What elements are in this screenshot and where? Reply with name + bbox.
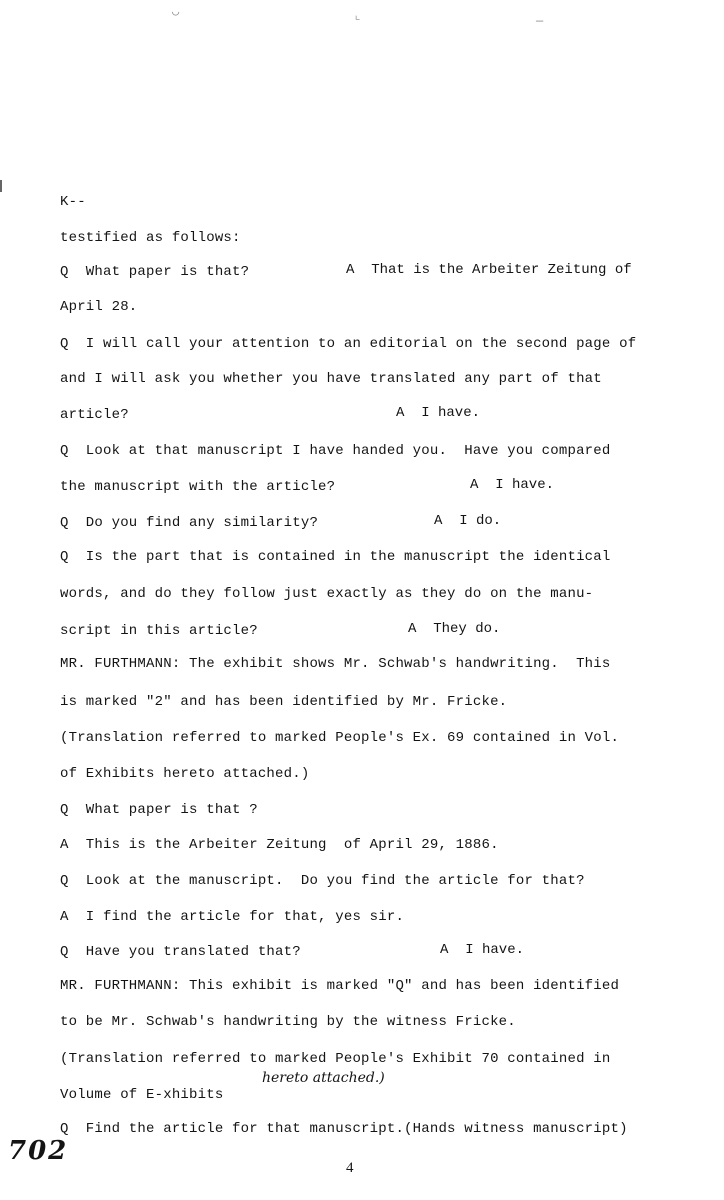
scan-speck: ⌞: [354, 9, 362, 23]
handwritten-page-mark: 702: [8, 1136, 69, 1166]
text-line-24: (Translation referred to marked People's Exhibit 70 contained in: [60, 1051, 611, 1067]
page-number: 4: [346, 1160, 354, 1176]
question-line-17: Q What paper is that ?: [60, 802, 258, 818]
text-line-25: Volume of E-xhibits: [60, 1087, 224, 1103]
text-line-15: (Translation referred to marked People's Ex. 69 contained in Vol.: [60, 730, 620, 746]
handwritten-annotation: hereto attached.): [262, 1070, 385, 1086]
text-line-1: testified as follows:: [60, 230, 241, 246]
text-line-11: words, and do they follow just exactly as they do on the manu-: [60, 586, 594, 602]
answer-line-8: A I have.: [470, 477, 555, 493]
answer-line-20: A I find the article for that, yes sir.: [60, 909, 405, 925]
answer-line-6: A I have.: [396, 405, 481, 421]
scan-edge-mark: [0, 180, 2, 192]
question-line-21: Q Have you translated that?: [60, 944, 301, 960]
text-line-14: is marked "2" and has been identified by Mr. Fricke.: [60, 694, 508, 710]
answer-line-21: A I have.: [440, 942, 525, 958]
question-line-19: Q Look at the manuscript. Do you find the article for that?: [60, 873, 585, 889]
question-line-2: Q What paper is that?: [60, 264, 250, 280]
text-line-22: MR. FURTHMANN: This exhibit is marked "Q" and has been identified: [60, 978, 620, 994]
text-line-3: April 28.: [60, 299, 138, 315]
text-line-6: article?: [60, 407, 129, 423]
scan-speck: —: [536, 14, 544, 28]
text-line-13: MR. FURTHMANN: The exhibit shows Mr. Schwab's handwriting. This: [60, 656, 611, 672]
header-mark: K--: [60, 194, 86, 210]
question-line-26: Q Find the article for that manuscript.(Hands witness manuscript): [60, 1121, 628, 1137]
answer-line-12: A They do.: [408, 621, 501, 637]
text-line-23: to be Mr. Schwab's handwriting by the witness Fricke.: [60, 1014, 516, 1030]
scan-speck: ◡: [172, 5, 180, 19]
question-line-4: Q I will call your attention to an editorial on the second page of: [60, 336, 637, 352]
text-line-16: of Exhibits hereto attached.): [60, 766, 310, 782]
text-line-5: and I will ask you whether you have translated any part of that: [60, 371, 602, 387]
text-line-12: script in this article?: [60, 623, 258, 639]
answer-line-2: A That is the Arbeiter Zeitung of: [346, 262, 632, 278]
answer-line-18: A This is the Arbeiter Zeitung of April 29, 1886.: [60, 837, 499, 853]
question-line-7: Q Look at that manuscript I have handed you. Have you compared: [60, 443, 611, 459]
answer-line-9: A I do.: [434, 513, 502, 529]
question-line-9: Q Do you find any similarity?: [60, 515, 319, 531]
text-line-8: the manuscript with the article?: [60, 479, 336, 495]
question-line-10: Q Is the part that is contained in the manuscript the identical: [60, 549, 611, 565]
